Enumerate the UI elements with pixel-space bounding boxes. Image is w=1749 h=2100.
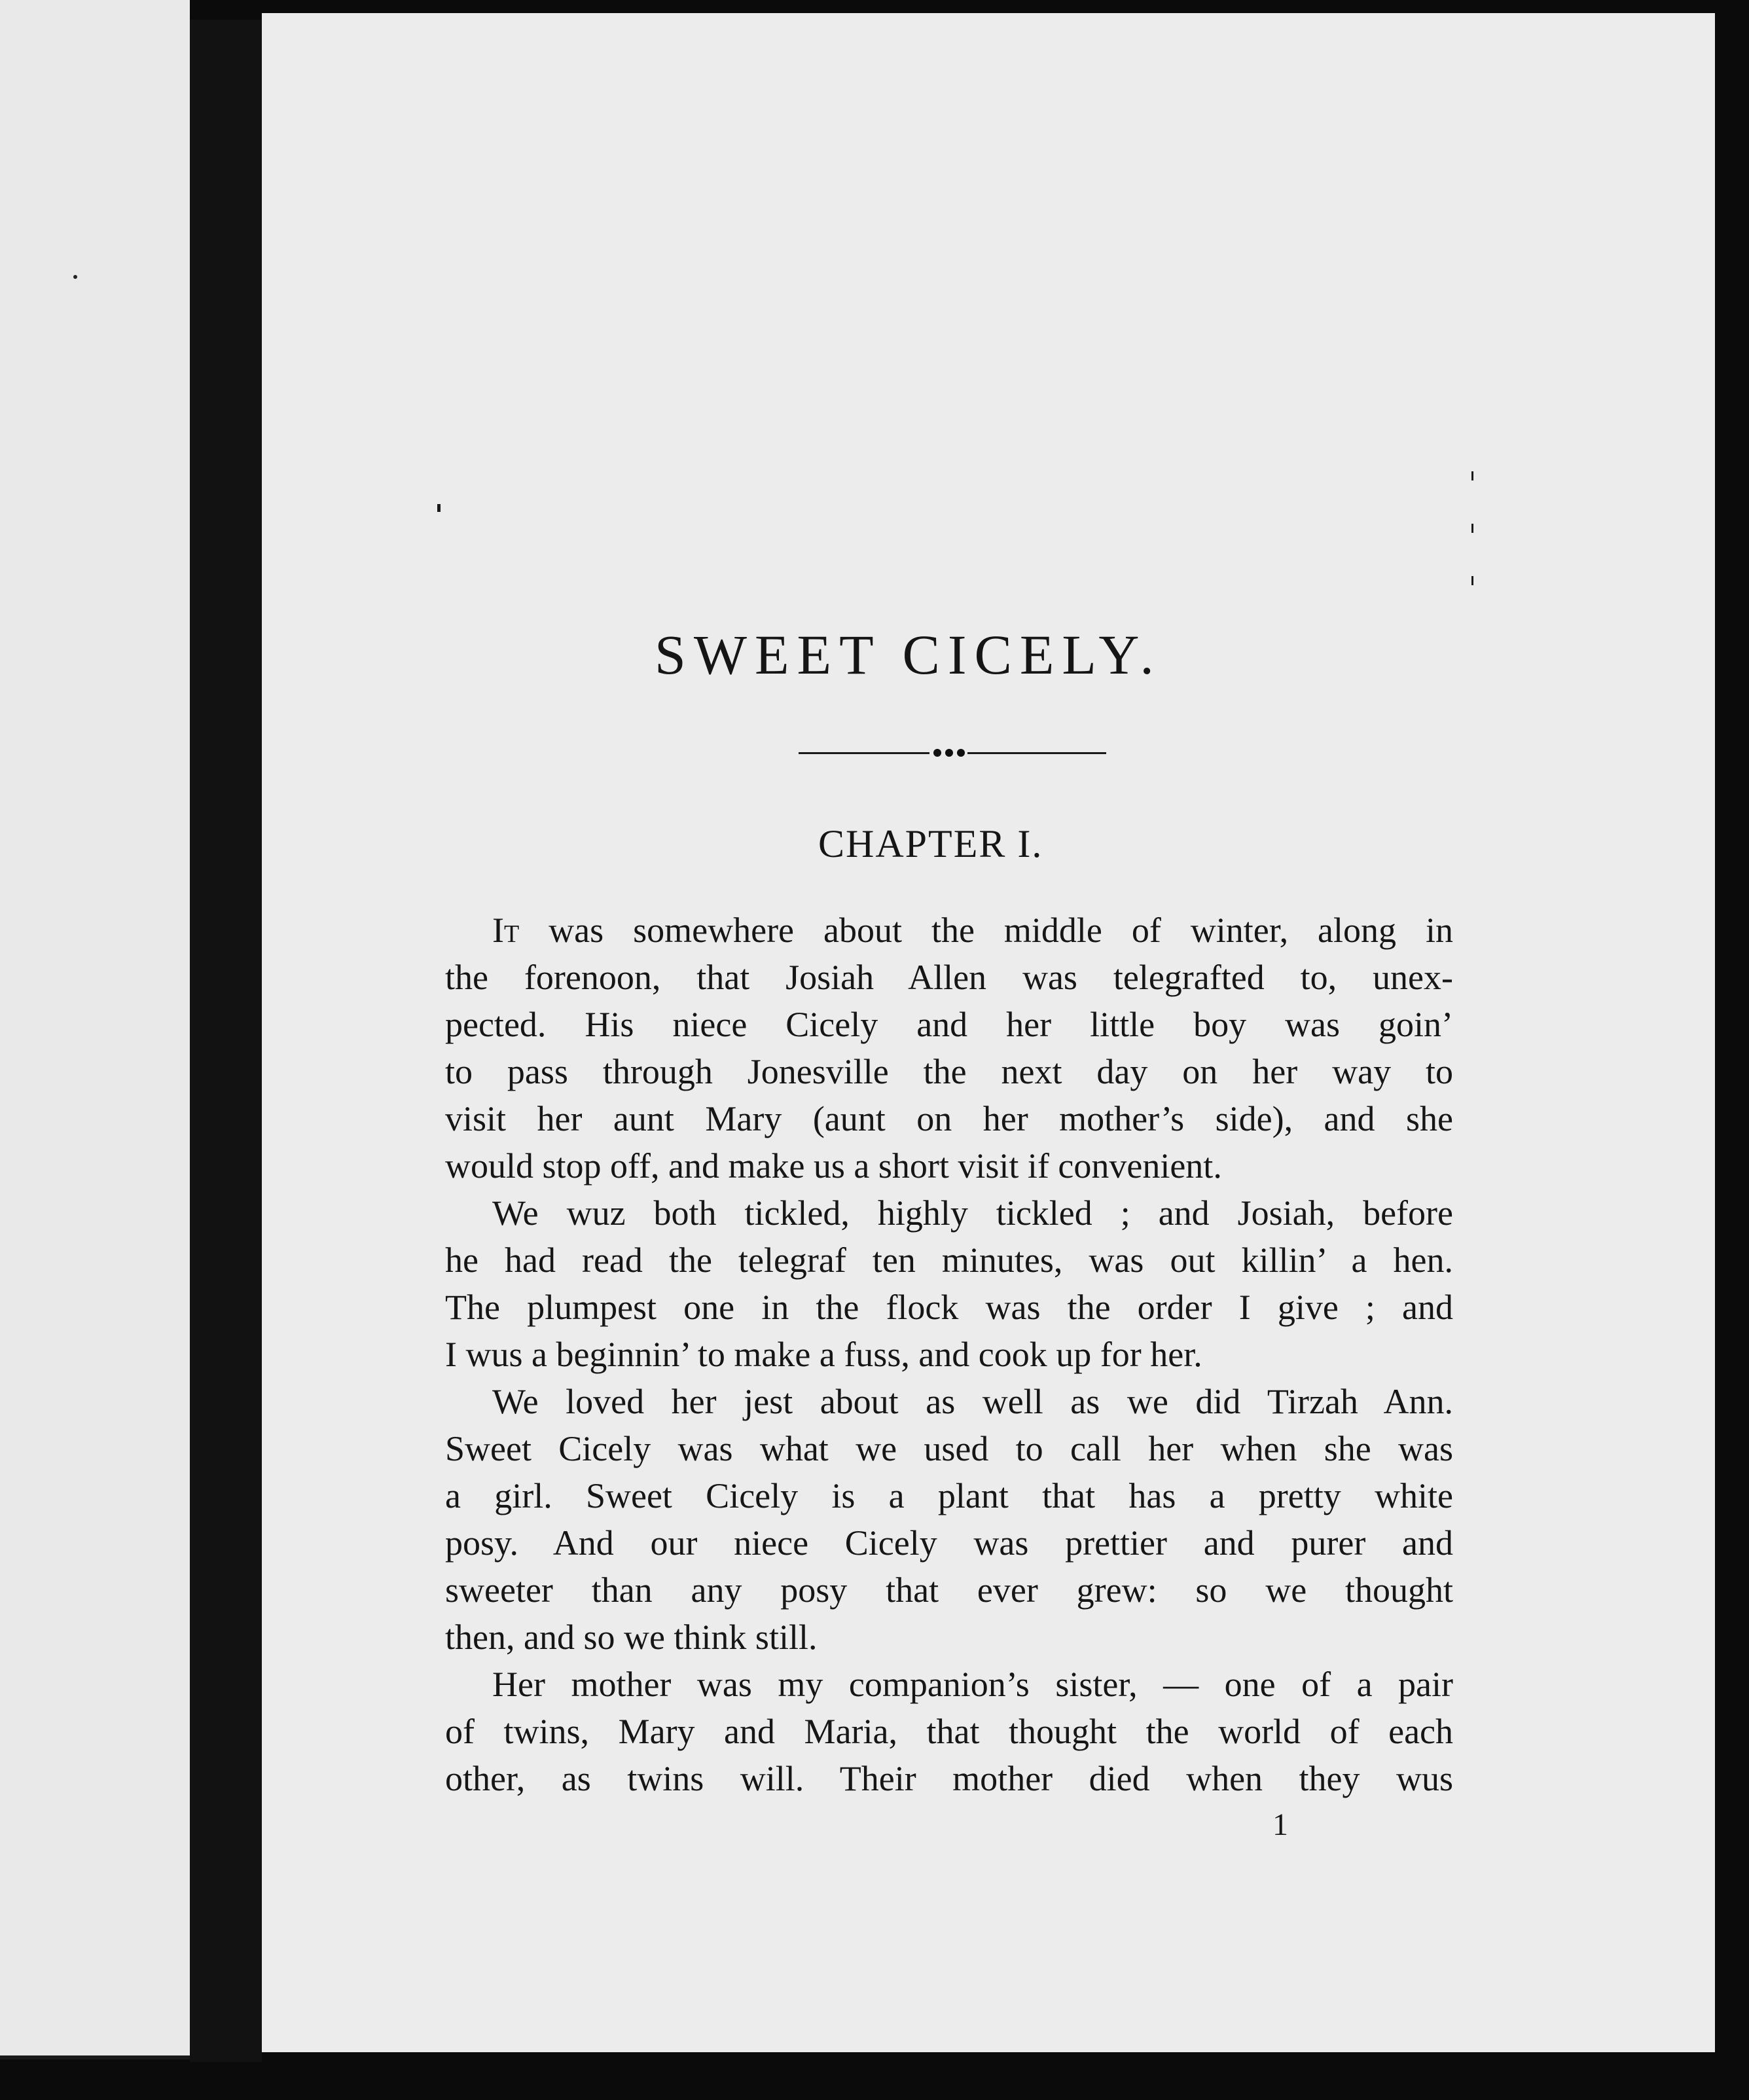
text-line: pected. His niece Cicely and her little boy was goin’ bbox=[445, 1005, 1453, 1044]
text-line: other, as twins will. Their mother died when they wus bbox=[445, 1759, 1453, 1798]
text-line: The plumpest one in the flock was the order I give ; and bbox=[445, 1288, 1453, 1327]
text-line: posy. And our niece Cicely was prettier and purer and bbox=[445, 1523, 1453, 1563]
text-line: It was somewhere about the middle of winter, along in bbox=[492, 911, 1453, 950]
text-line: We wuz both tickled, highly tickled ; and Josiah, before bbox=[492, 1193, 1453, 1233]
scan-speck bbox=[1471, 471, 1473, 480]
text-line: We loved her jest about as well as we did Tirzah Ann. bbox=[492, 1382, 1453, 1421]
book-title: SWEET CICELY. bbox=[655, 623, 1162, 686]
text-line: would stop off, and make us a short visit if convenient. bbox=[445, 1146, 1222, 1186]
title-ornament-rule bbox=[799, 746, 1106, 759]
text-line: he had read the telegraf ten minutes, was out killin’ a hen. bbox=[445, 1240, 1453, 1280]
text-line: sweeter than any posy that ever grew: so we thought bbox=[445, 1570, 1453, 1610]
text-line: Her mother was my companion’s sister, — one of a pair bbox=[492, 1665, 1453, 1704]
paper-speck bbox=[73, 275, 77, 279]
text-line: of twins, Mary and Maria, that thought the world of each bbox=[445, 1712, 1453, 1751]
text-line: a girl. Sweet Cicely is a plant that has a pretty white bbox=[445, 1476, 1453, 1515]
text-line: Sweet Cicely was what we used to call her when she was bbox=[445, 1429, 1453, 1468]
text-line: the forenoon, that Josiah Allen was telegrafted to, unex- bbox=[445, 958, 1453, 997]
scan-speck bbox=[437, 504, 441, 512]
page-number: 1 bbox=[1272, 1807, 1288, 1842]
book-gutter-shadow bbox=[190, 20, 262, 2062]
scan-speck bbox=[1471, 524, 1473, 533]
text-line: visit her aunt Mary (aunt on her mother’s side), and she bbox=[445, 1099, 1453, 1138]
text-line: then, and so we think still. bbox=[445, 1618, 818, 1657]
text-line: I wus a beginnin’ to make a fuss, and cook up for her. bbox=[445, 1335, 1202, 1374]
left-page-blank bbox=[0, 0, 190, 2059]
drop-word: It bbox=[492, 911, 520, 950]
scan-speck bbox=[1471, 576, 1473, 585]
chapter-heading: CHAPTER I. bbox=[818, 822, 1043, 865]
text-line: to pass through Jonesville the next day on her way to bbox=[445, 1052, 1453, 1091]
